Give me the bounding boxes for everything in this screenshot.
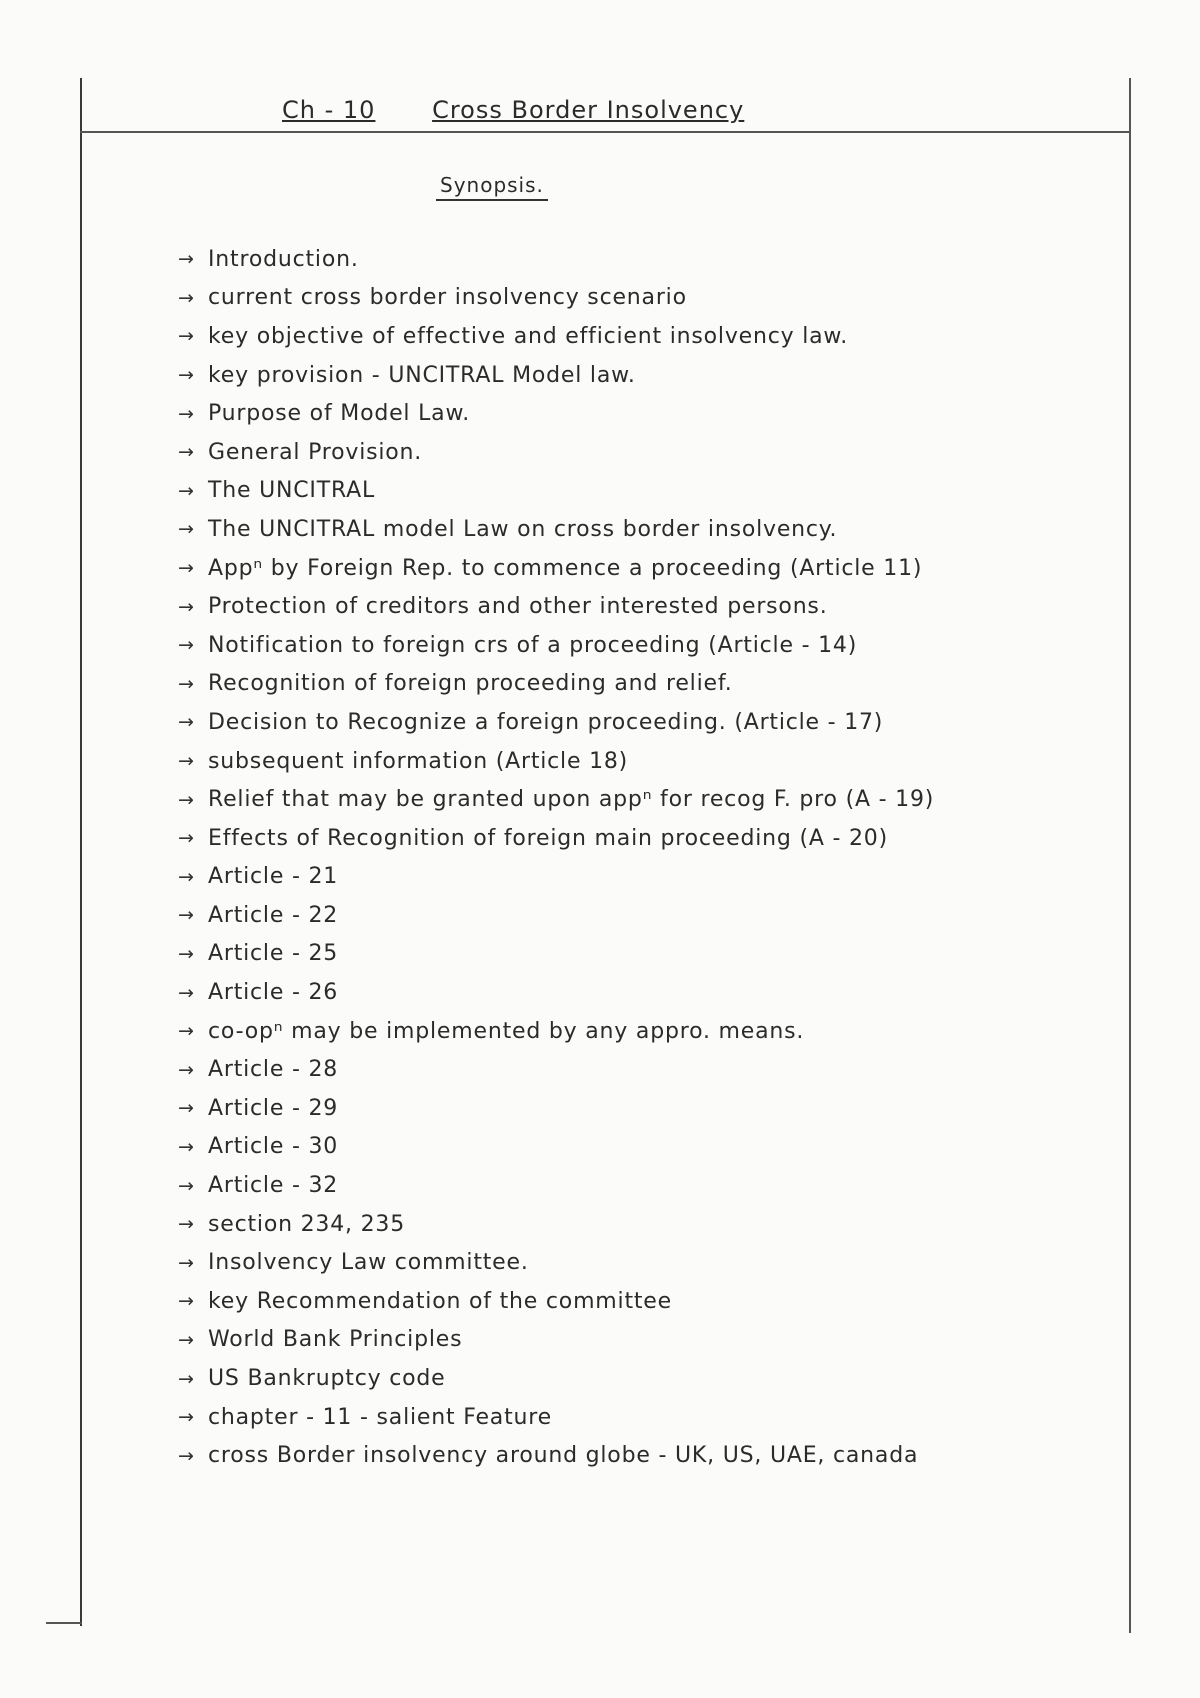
right-arrow-icon: → (178, 402, 195, 425)
right-arrow-icon: → (178, 981, 195, 1004)
right-arrow-icon: → (178, 1328, 195, 1351)
list-item-text: Article - 21 (208, 864, 339, 890)
right-arrow-icon: → (178, 788, 195, 811)
right-arrow-icon: → (178, 1406, 195, 1429)
list-item (178, 356, 1128, 395)
right-arrow-icon: → (178, 1135, 195, 1158)
list-item (178, 1282, 1128, 1321)
list-item-text: co-opⁿ may be implemented by any appro. means. (208, 1018, 805, 1044)
right-arrow-icon: → (178, 518, 195, 541)
right-arrow-icon: → (178, 325, 195, 348)
list-item (178, 1359, 1128, 1398)
list-item-text: The UNCITRAL model Law on cross border insolvency. (208, 516, 838, 542)
list-item-text: US Bankruptcy code (208, 1366, 446, 1392)
list-item-text: chapter - 11 - salient Feature (208, 1404, 552, 1430)
list-item (178, 510, 1128, 549)
list-item-text: Article - 28 (208, 1057, 339, 1083)
list-item-text: World Bank Principles (208, 1327, 463, 1353)
right-arrow-icon: → (178, 865, 195, 888)
list-item (178, 1243, 1128, 1282)
list-item (178, 819, 1128, 858)
right-arrow-icon: → (178, 248, 195, 271)
right-arrow-icon: → (178, 1290, 195, 1313)
list-item (178, 665, 1128, 704)
list-item (178, 587, 1128, 626)
right-arrow-icon: → (178, 1174, 195, 1197)
list-item (178, 1128, 1128, 1167)
list-item (178, 742, 1128, 781)
list-item-text: cross Border insolvency around globe - UK, US, UAE, canada (208, 1443, 919, 1469)
list-item-text: The UNCITRAL (208, 478, 376, 504)
list-item (178, 973, 1128, 1012)
list-item-text: Relief that may be granted upon appⁿ for recog F. pro (A - 19) (208, 787, 935, 813)
list-item-text: Insolvency Law committee. (208, 1250, 529, 1276)
list-item-text: Purpose of Model Law. (208, 401, 471, 427)
right-arrow-icon: → (178, 595, 195, 618)
list-item (178, 240, 1128, 279)
synopsis-heading: Synopsis. (436, 173, 548, 201)
right-arrow-icon: → (178, 1020, 195, 1043)
chapter-title: Cross Border Insolvency (432, 96, 745, 124)
page-title (282, 96, 744, 124)
list-item-text: Article - 22 (208, 902, 339, 928)
list-item-text: Effects of Recognition of foreign main proceeding (A - 20) (208, 825, 888, 851)
list-item (178, 279, 1128, 318)
right-arrow-icon: → (178, 634, 195, 657)
right-arrow-icon: → (178, 1097, 195, 1120)
list-item (178, 549, 1128, 588)
list-item-text: Article - 29 (208, 1095, 339, 1121)
right-arrow-icon: → (178, 750, 195, 773)
right-arrow-icon: → (178, 711, 195, 734)
header-rule (80, 131, 1130, 133)
list-item-text: Appⁿ by Foreign Rep. to commence a proceeding (Article 11) (208, 555, 923, 581)
list-item (178, 1012, 1128, 1051)
right-arrow-icon: → (178, 827, 195, 850)
right-arrow-icon: → (178, 286, 195, 309)
list-item-text: key objective of effective and efficient insolvency law. (208, 323, 848, 349)
right-arrow-icon: → (178, 1058, 195, 1081)
chapter-number: Ch - 10 (282, 96, 376, 124)
right-arrow-icon: → (178, 1213, 195, 1236)
list-item (178, 1321, 1128, 1360)
list-item (178, 1050, 1128, 1089)
list-item-text: Article - 30 (208, 1134, 339, 1160)
right-arrow-icon: → (178, 1251, 195, 1274)
synopsis-list (178, 240, 1128, 1475)
right-arrow-icon: → (178, 942, 195, 965)
list-item (178, 780, 1128, 819)
list-item-text: key Recommendation of the committee (208, 1288, 672, 1314)
list-item-text: Notification to foreign crs of a proceeding (Article - 14) (208, 632, 858, 658)
list-item-text: General Provision. (208, 439, 423, 465)
right-arrow-icon: → (178, 441, 195, 464)
list-item (178, 1089, 1128, 1128)
list-item (178, 1205, 1128, 1244)
list-item-text: Recognition of foreign proceeding and relief. (208, 671, 733, 697)
list-item (178, 703, 1128, 742)
list-item (178, 1398, 1128, 1437)
list-item-text: Article - 32 (208, 1173, 339, 1199)
list-item (178, 317, 1128, 356)
list-item (178, 394, 1128, 433)
bottom-rule (46, 1622, 82, 1624)
list-item (178, 935, 1128, 974)
list-item (178, 858, 1128, 897)
right-arrow-icon: → (178, 479, 195, 502)
margin-line (80, 78, 82, 1626)
right-arrow-icon: → (178, 904, 195, 927)
list-item-text: current cross border insolvency scenario (208, 285, 687, 311)
right-arrow-icon: → (178, 1444, 195, 1467)
list-item-text: Article - 25 (208, 941, 339, 967)
list-item-text: Introduction. (208, 246, 359, 272)
right-arrow-icon: → (178, 557, 195, 580)
list-item (178, 472, 1128, 511)
right-arrow-icon: → (178, 364, 195, 387)
list-item-text: key provision - UNCITRAL Model law. (208, 362, 636, 388)
right-arrow-icon: → (178, 672, 195, 695)
list-item (178, 1166, 1128, 1205)
list-item (178, 1436, 1128, 1475)
list-item-text: Decision to Recognize a foreign proceeding. (Article - 17) (208, 709, 884, 735)
right-arrow-icon: → (178, 1367, 195, 1390)
list-item-text: subsequent information (Article 18) (208, 748, 629, 774)
right-margin-line (1129, 78, 1131, 1633)
list-item (178, 433, 1128, 472)
list-item-text: section 234, 235 (208, 1211, 405, 1237)
list-item (178, 896, 1128, 935)
list-item-text: Protection of creditors and other interested persons. (208, 594, 828, 620)
list-item-text: Article - 26 (208, 980, 339, 1006)
list-item (178, 626, 1128, 665)
